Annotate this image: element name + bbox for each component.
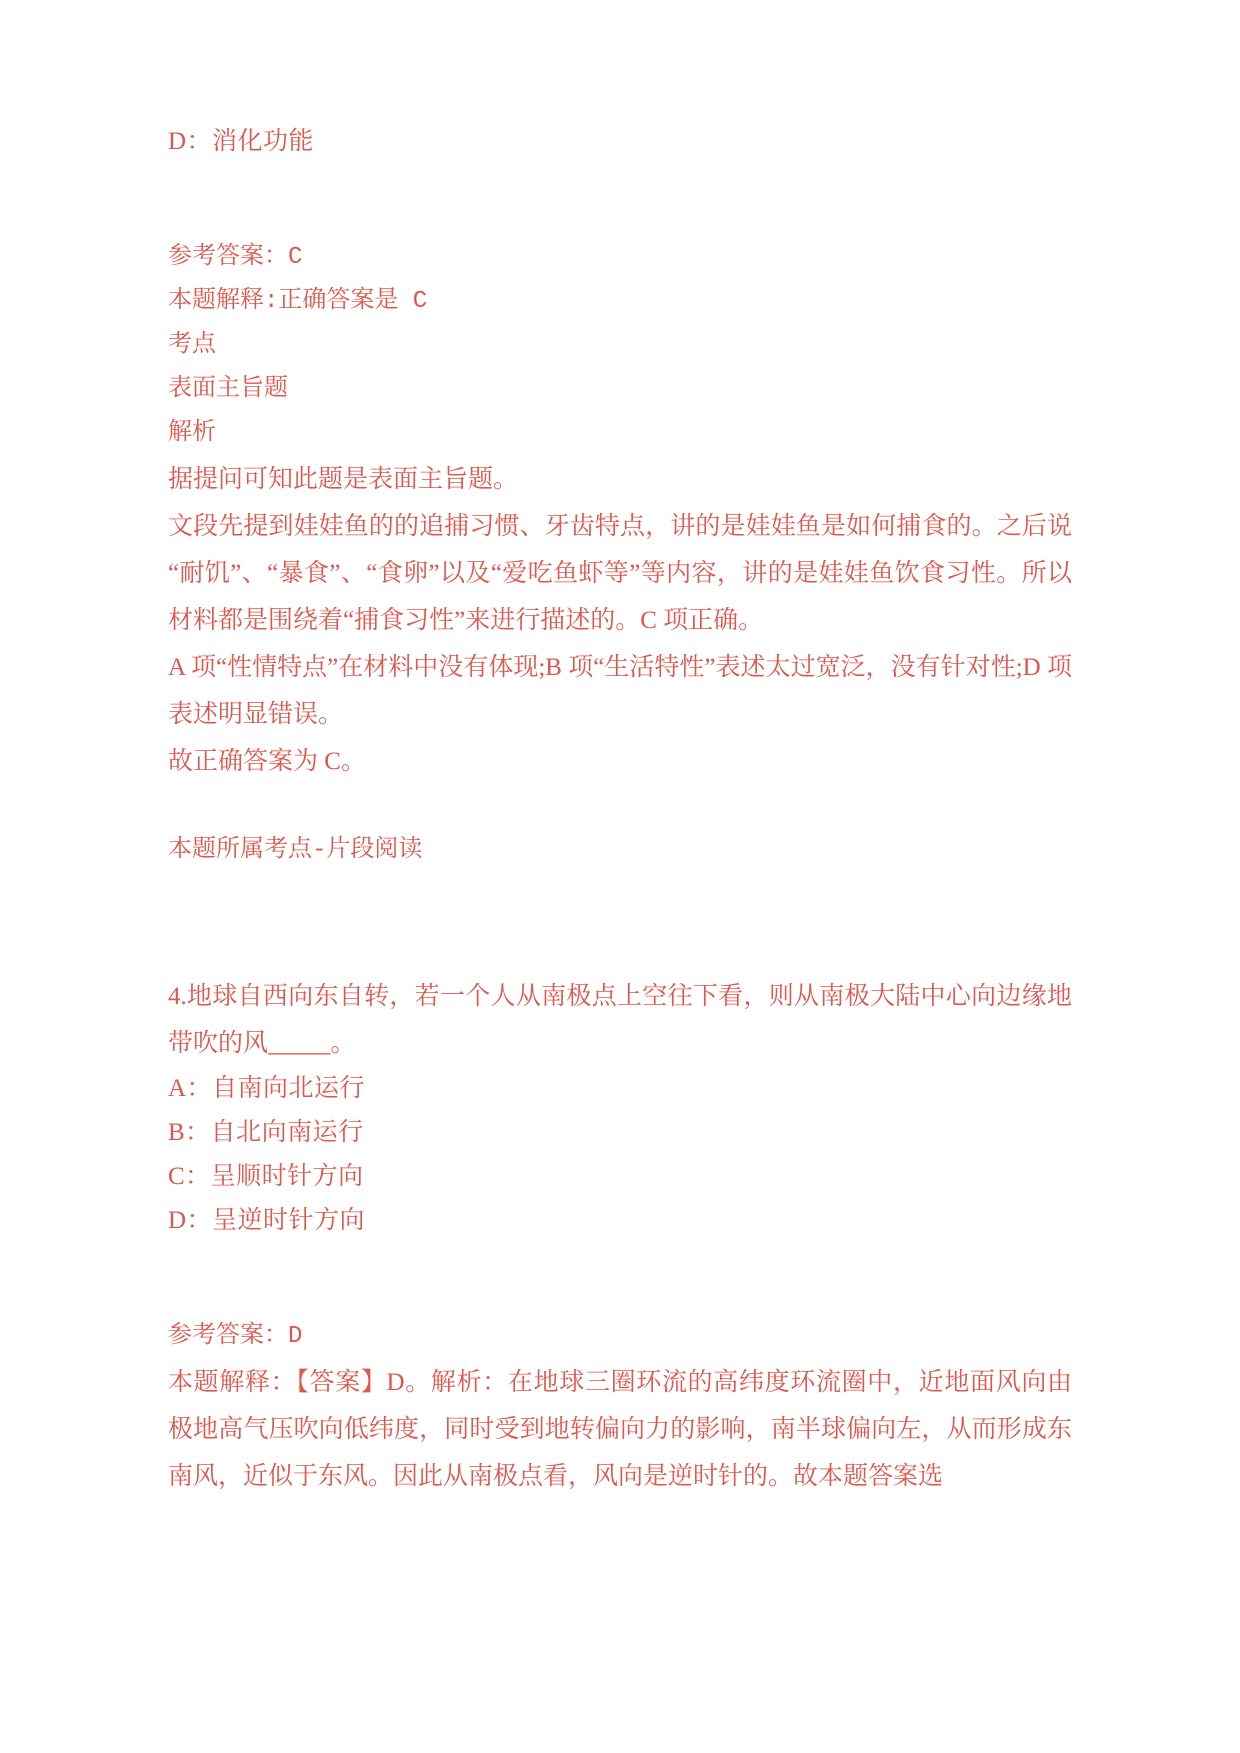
question4-explanation: 本题解释：【答案】D。解析：在地球三圈环流的高纬度环流圈中，近地面风向由极地高气压吹向低纬度，同时受到地转偏向力的影响，南半球偏向左，从而形成东南风，近似于东风。因此从南极点看，风向是逆时针的。故本题答案选 bbox=[168, 1369, 1072, 1490]
question3-point-label: 考点 bbox=[168, 332, 216, 359]
question3-analysis-line-3: A 项“性情特点”在材料中没有体现;B 项“生活特性”表述太过宽泛，没有针对性;D 项表述明显错误。 bbox=[168, 654, 1072, 728]
question3-analysis-line-2: 文段先提到娃娃鱼的的追捕习惯、牙齿特点，讲的是娃娃鱼是如何捕食的。之后说“耐饥”、“暴食”、“食卵”以及“爱吃鱼虾等”等内容，讲的是娃娃鱼饮食习性。所以材料都是围绕着“捕食习性”来进行描述的。C 项正确。 bbox=[168, 513, 1072, 634]
question4-option-a: A：自南向北运行 bbox=[168, 1075, 366, 1102]
question3-analysis-label: 解析 bbox=[168, 420, 216, 447]
spacer bbox=[168, 873, 1072, 973]
question3-analysis-line-1: 据提问可知此题是表面主旨题。 bbox=[168, 466, 519, 493]
spacer bbox=[168, 1243, 1072, 1315]
question3-reference-answer: 参考答案：C bbox=[168, 244, 303, 271]
question3-explanation-header: 本题解释:正确答案是 C bbox=[168, 288, 428, 315]
question3-option-d: D：消化功能 bbox=[168, 128, 315, 155]
question3-analysis-line-4: 故正确答案为 C。 bbox=[168, 748, 366, 775]
question4-option-b: B：自北向南运行 bbox=[168, 1119, 364, 1146]
question4-option-c: C：呈顺时针方向 bbox=[168, 1163, 364, 1190]
question3-point-value: 表面主旨题 bbox=[168, 376, 288, 403]
spacer bbox=[168, 785, 1072, 829]
question3-belong-point: 本题所属考点-片段阅读 bbox=[168, 837, 423, 864]
question4-reference-answer: 参考答案：D bbox=[168, 1323, 303, 1350]
spacer bbox=[168, 164, 1072, 236]
question4-option-d: D：呈逆时针方向 bbox=[168, 1207, 366, 1234]
question4-stem: 4.地球自西向东自转，若一个人从南极点上空往下看，则从南极大陆中心向边缘地带吹的风_____。 bbox=[168, 983, 1072, 1057]
